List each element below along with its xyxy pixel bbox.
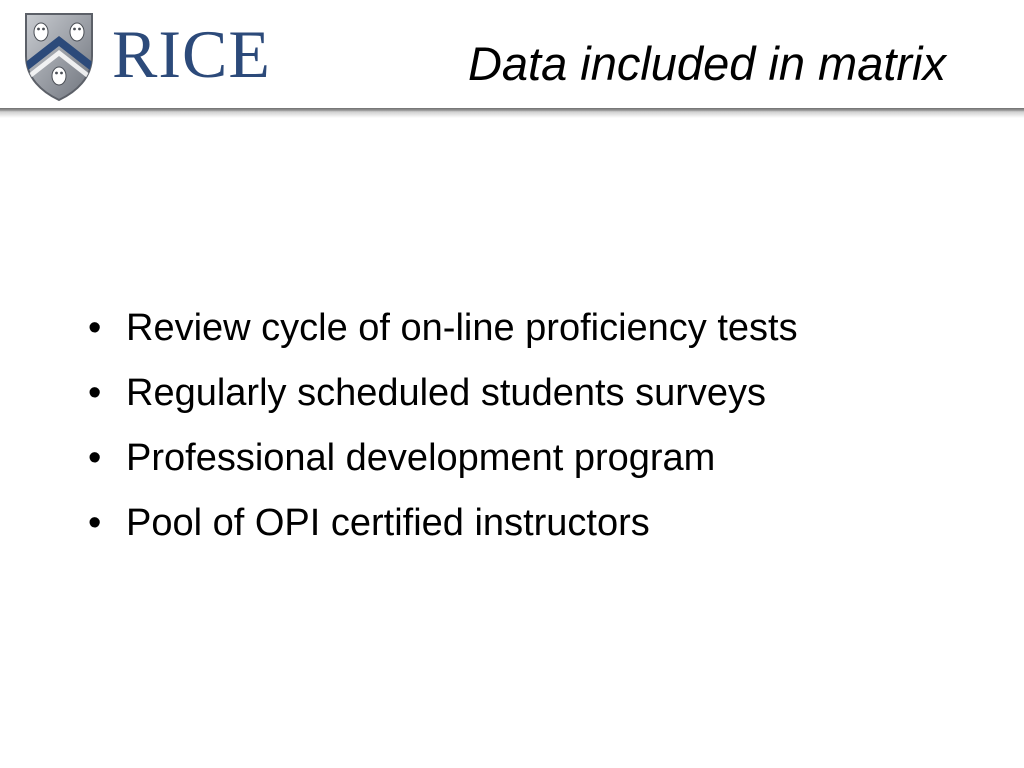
bullet-dot: • [88,372,102,414]
bullet-dot: • [88,307,102,349]
slide-header [0,0,1024,112]
bullet-list [88,296,988,556]
bullet-item [88,426,988,491]
bullet-item [88,491,988,556]
slide-title: Data included in matrix [467,37,946,90]
bullet-item [88,361,988,426]
bullet-text: Regularly scheduled students surveys [126,372,767,414]
bullet-dot: • [88,502,102,544]
header-divider-shadow [0,112,1024,118]
rice-wordmark: RICE [112,16,271,92]
bullet-text: Professional development program [126,437,716,479]
bullet-text: Pool of OPI certified instructors [126,502,650,544]
bullet-item [88,296,988,361]
rice-shield-icon [22,10,96,102]
rice-logo [22,10,272,102]
bullet-text: Review cycle of on-line proficiency tests [126,307,798,349]
bullet-dot: • [88,437,102,479]
